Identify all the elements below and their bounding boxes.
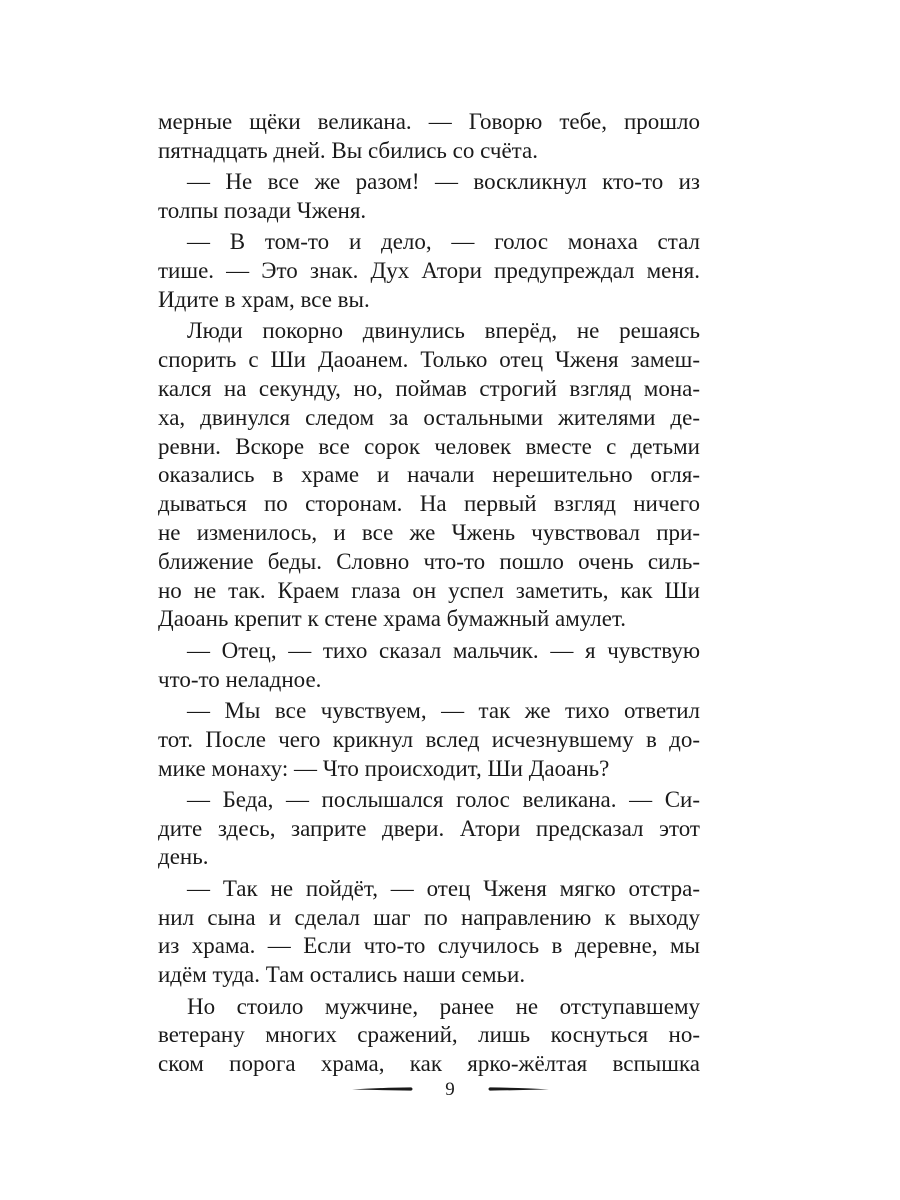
text-line: день.	[158, 844, 209, 870]
text-line: пятнадцать дней. Вы сбились со счёта.	[158, 137, 538, 163]
text-line: — Отец, — тихо сказал мальчик. — я чувствую	[187, 637, 700, 663]
text-line: — В том-то и дело, — голос монаха стал	[187, 229, 700, 255]
text-line: мерные щёки великана. — Говорю тебе, прошло	[158, 109, 700, 134]
text-line: ском порога храма, как ярко-жёлтая вспышка	[158, 1051, 700, 1077]
text-line: толпы позади Чженя.	[158, 197, 367, 223]
text-line: не изменилось, и все же Чжень чувствовал при-	[158, 519, 700, 545]
text-line: Люди покорно двинулись вперёд, не решаясь	[187, 318, 700, 344]
page-number: 9	[445, 1079, 455, 1100]
text-line: идём туда. Там остались наши семьи.	[158, 962, 526, 988]
text-line: — Мы все чувствуем, — так же тихо ответил	[187, 697, 700, 723]
text-line: — Беда, — послышался голос великана. — Си-	[187, 786, 700, 812]
text-line: оказались в храме и начали нерешительно огля-	[158, 462, 700, 488]
text-line: дываться по сторонам. На первый взгляд ничего	[158, 491, 700, 517]
text-line: ревни. Вскоре все сорок человек вместе с детьми	[158, 433, 700, 459]
text-line: нил сына и сделал шаг по направлению к выходу	[158, 904, 700, 930]
text-line: мике монаху: — Что происходит, Ши Даоань?	[158, 755, 610, 781]
text-line: что-то неладное.	[158, 666, 322, 692]
text-line: кался на секунду, но, поймав строгий взгляд мона-	[158, 375, 700, 401]
page-text	[158, 108, 700, 1079]
text-line: тот. После чего крикнул вслед исчезнувшему в до-	[158, 726, 700, 752]
text-line: — Так не пойдёт, — отец Чженя мягко отстра-	[187, 875, 700, 901]
text-line: ветерану многих сражений, лишь коснуться но-	[158, 1022, 700, 1048]
text-line: ха, двинулся следом за остальными жителями де-	[158, 404, 700, 430]
text-line: — Не все же разом! — воскликнул кто-то из	[187, 169, 700, 195]
text-line: тише. — Это знак. Дух Атори предупреждал меня.	[158, 258, 700, 284]
page-footer	[0, 1070, 900, 1110]
text-line: спорить с Ши Даоанем. Только отец Чженя замеш-	[158, 347, 700, 373]
text-line: из храма. — Если что-то случилось в деревне, мы	[158, 933, 700, 959]
text-line: Идите в храм, все вы.	[158, 286, 370, 312]
text-line: дите здесь, заприте двери. Атори предсказал этот	[158, 815, 700, 841]
text-line: но не так. Краем глаза он успел заметить, как Ши	[158, 577, 700, 603]
text-line: ближение беды. Словно что-то пошло очень силь-	[158, 548, 700, 574]
text-line: Даоань крепит к стене храма бумажный амулет.	[158, 606, 627, 632]
text-line: Но стоило мужчине, ранее не отступавшему	[187, 993, 700, 1019]
